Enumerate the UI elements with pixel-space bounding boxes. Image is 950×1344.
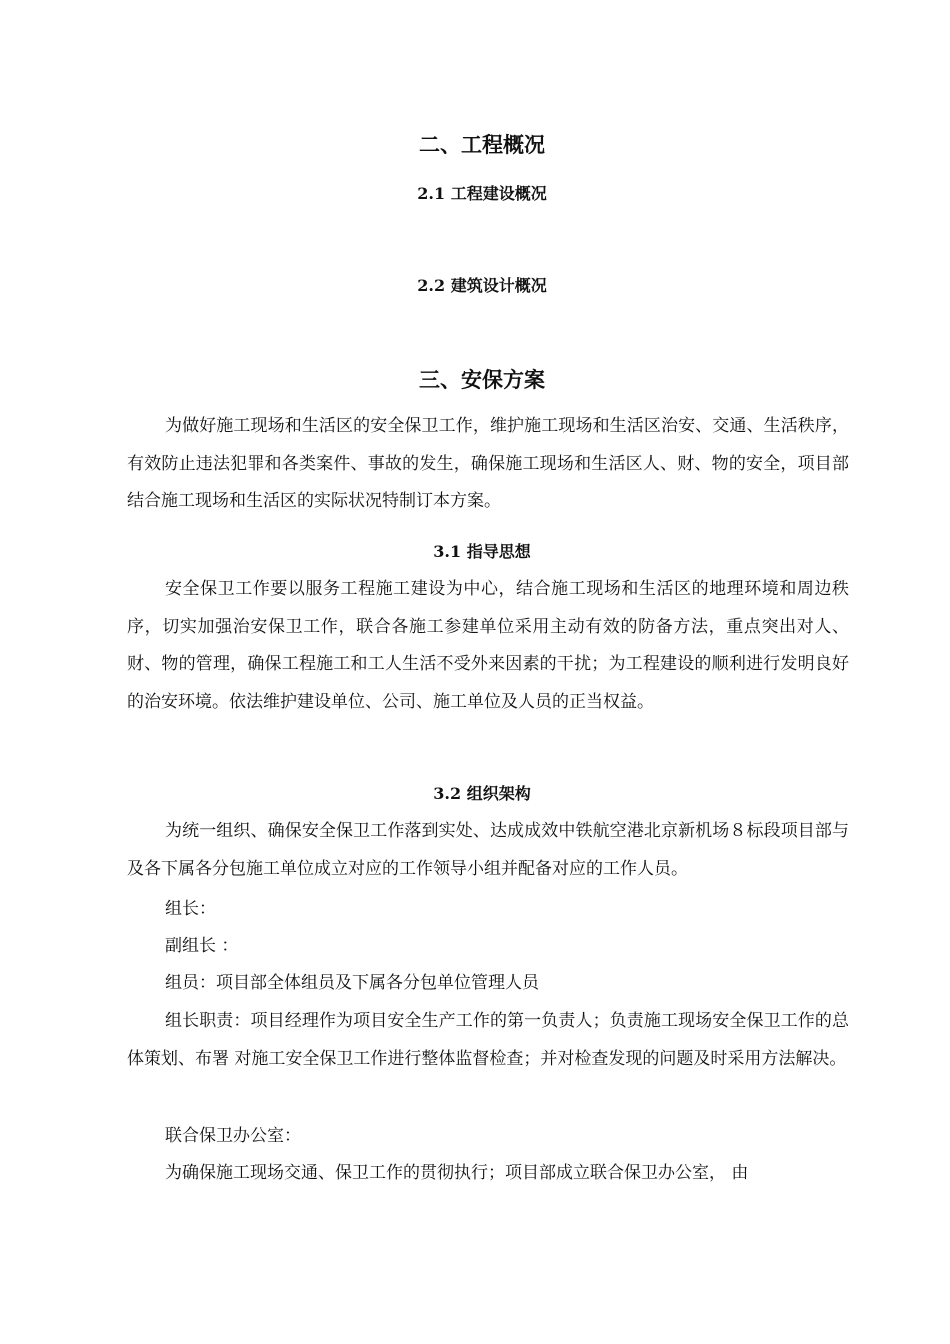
- leader-duty-paragraph: 组长职责：项目经理作为项目安全生产工作的第一负责人；负责施工现场安全保卫工作的总体策划、布署 对施工安全保卫工作进行整体监督检查；并对检查发现的问题及时采用方法解决。: [127, 1011, 849, 1069]
- section-2-title: 二、工程概况: [419, 133, 545, 157]
- section-3-1-paragraph: 安全保卫工作要以服务工程施工建设为中心，结合施工现场和生活区的地理环境和周边秩序，切实加强治安保卫工作，联合各施工参建单位采用主动有效的防备方法，重点突出对人、财、物的管理，确保工程施工和工人生活不受外来因素的干扰；为工程建设的顺利进行发明良好的治安环境。依法维护建设单位、公司、施工单位及人员的正当权益。: [127, 579, 849, 712]
- section-3-intro-paragraph: 为做好施工现场和生活区的安全保卫工作，维护施工现场和生活区治安、交通、生活秩序，有效防止违法犯罪和各类案件、事故的发生，确保施工现场和生活区人、财、物的安全，项目部结合施工现场和生活区的实际状况特制订本方案。: [127, 416, 849, 511]
- section-3-title: 三、安保方案: [419, 368, 545, 392]
- group-leader-line: 组长：: [165, 899, 216, 919]
- deputy-leader-line: 副组长 ：: [165, 936, 239, 956]
- security-office-paragraph: 为确保施工现场交通、保卫工作的贯彻执行；项目部成立联合保卫办公室， 由: [165, 1163, 749, 1183]
- section-3-2-paragraph: 为统一组织、确保安全保卫工作落到实处、达成成效中铁航空港北京新机场８标段项目部与及各下属各分包施工单位成立对应的工作领导小组并配备对应的工作人员。: [127, 821, 849, 879]
- group-members-line: 组员：项目部全体组员及下属各分包单位管理人员: [165, 973, 539, 993]
- section-2-1-heading: 2.1 工程建设概况: [417, 184, 547, 203]
- security-office-heading: 联合保卫办公室：: [165, 1126, 301, 1146]
- section-3-1-heading: 3.1 指导思想: [433, 542, 531, 561]
- section-2-2-heading: 2.2 建筑设计概况: [417, 276, 547, 295]
- section-3-2-heading: 3.2 组织架构: [433, 784, 531, 803]
